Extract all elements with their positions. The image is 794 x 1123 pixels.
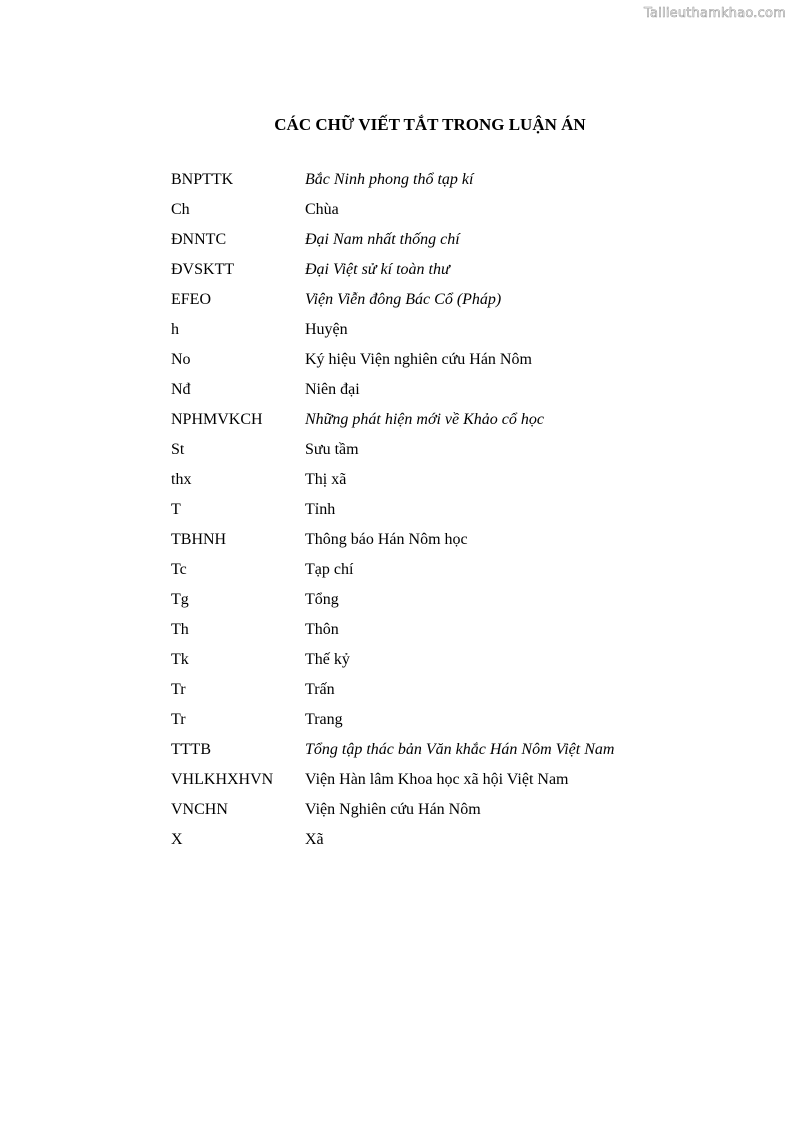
abbreviation-row [171,828,614,858]
abbreviation-term: thx [171,471,192,488]
abbreviation-term: VNCHN [171,801,228,818]
abbreviation-meaning: Thôn [305,621,339,638]
abbreviation-meaning: Tạp chí [305,561,354,578]
abbreviation-row [171,768,614,798]
abbreviation-meaning: Bắc Ninh phong thổ tạp kí [305,171,474,188]
abbreviation-term: ĐNNTC [171,231,227,248]
abbreviation-term: Tr [171,711,186,728]
abbreviation-term: h [171,321,179,338]
abbreviation-term: TBHNH [171,531,227,548]
abbreviation-meaning: Thế kỷ [305,651,350,668]
abbreviation-row [171,438,614,468]
abbreviation-term: Tc [171,561,187,578]
abbreviation-term: BNPTTK [171,171,234,188]
abbreviation-term: Tr [171,681,186,698]
abbreviation-row [171,678,614,708]
abbreviation-meaning: Sưu tầm [305,441,359,458]
abbreviation-meaning: Viện Nghiên cứu Hán Nôm [305,801,481,818]
abbreviation-meaning: Trang [305,711,343,728]
abbreviation-row [171,468,614,498]
abbreviation-row [171,738,614,768]
abbreviation-list [171,168,614,858]
abbreviation-term: Th [171,621,189,638]
abbreviation-row [171,648,614,678]
abbreviation-meaning: Đại Việt sử kí toàn thư [305,261,450,278]
abbreviation-meaning: Xã [305,831,324,848]
abbreviation-term: NPHMVKCH [171,411,263,428]
abbreviation-meaning: Thị xã [305,471,347,488]
page-title: CÁC CHỮ VIẾT TẮT TRONG LUẬN ÁN [274,115,586,134]
abbreviation-row [171,498,614,528]
abbreviation-row [171,198,614,228]
abbreviation-term: Tk [171,651,189,668]
abbreviation-row [171,588,614,618]
abbreviation-term: EFEO [171,291,211,308]
abbreviation-row [171,288,614,318]
abbreviation-row [171,558,614,588]
abbreviation-meaning: Viện Hàn lâm Khoa học xã hội Việt Nam [305,771,569,788]
abbreviation-meaning: Niên đại [305,381,360,398]
abbreviation-meaning: Huyện [305,321,348,338]
abbreviation-row [171,708,614,738]
abbreviation-meaning: Đại Nam nhất thống chí [305,231,460,248]
abbreviation-meaning: Tổng [305,591,339,608]
abbreviation-row [171,258,614,288]
abbreviation-row [171,408,614,438]
abbreviation-meaning: Thông báo Hán Nôm học [305,531,468,548]
abbreviation-term: Tg [171,591,189,608]
abbreviation-row [171,618,614,648]
abbreviation-term: No [171,351,191,368]
abbreviation-term: T [171,501,181,518]
abbreviation-row [171,318,614,348]
abbreviation-term: ĐVSKTT [171,261,235,278]
abbreviation-term: St [171,441,185,458]
abbreviation-row [171,798,614,828]
abbreviation-row [171,168,614,198]
abbreviation-meaning: Viện Viễn đông Bác Cổ (Pháp) [305,291,502,308]
watermark: Tailieuthamkhao.com [644,6,786,21]
abbreviation-meaning: Tỉnh [305,501,336,518]
abbreviation-meaning: Tổng tập thác bản Văn khắc Hán Nôm Việt Nam [305,741,615,758]
abbreviation-term: Ch [171,201,190,218]
abbreviation-meaning: Trấn [305,681,335,698]
abbreviation-row [171,378,614,408]
abbreviation-meaning: Ký hiệu Viện nghiên cứu Hán Nôm [305,351,532,368]
abbreviation-term: VHLKHXHVN [171,771,274,788]
abbreviation-term: TTTB [171,741,211,758]
abbreviation-meaning: Chùa [305,201,339,218]
abbreviation-meaning: Những phát hiện mới về Khảo cổ học [305,411,545,428]
abbreviation-row [171,348,614,378]
abbreviation-term: Nđ [171,381,191,398]
abbreviation-row [171,528,614,558]
abbreviation-row [171,228,614,258]
abbreviation-term: X [171,831,183,848]
